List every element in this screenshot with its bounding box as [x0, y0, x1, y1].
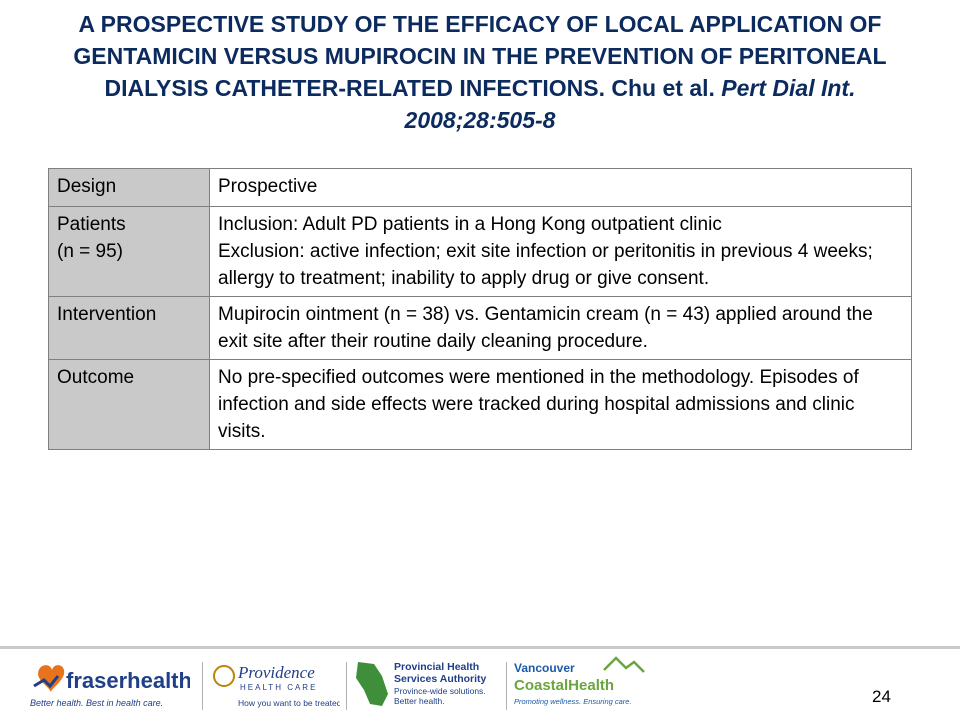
row-content-cell: [210, 360, 912, 450]
providence-name: Providence: [238, 663, 315, 682]
phsa-tagline-2: Better health.: [394, 696, 445, 706]
vch-name-2: CoastalHealth: [514, 677, 615, 694]
row-label-cell: [49, 207, 210, 297]
providence-tagline: How you want to be treated.: [238, 698, 340, 708]
vch-name-1: Vancouver: [514, 661, 575, 675]
fraser-health-logo: [30, 656, 190, 712]
bc-map-icon: [356, 662, 388, 706]
logo-divider: [346, 662, 347, 710]
fraser-tagline: Better health. Best in health care.: [30, 698, 164, 708]
row-label: Patients: [57, 214, 126, 235]
page-number: 24: [872, 687, 891, 706]
phsa-name-1: Provincial Health: [394, 661, 480, 673]
study-table-body: [49, 169, 912, 450]
heart-icon: [38, 665, 64, 692]
table-row: [49, 207, 912, 297]
row-content: Inclusion: Adult PD patients in a Hong Kong outpatient clinic: [218, 214, 722, 235]
row-content: No pre-specified outcomes were mentioned in the methodology. Episodes of infection and side effects were tracked during hospital admissions and clinic visits.: [218, 367, 859, 442]
slide-title: [40, 8, 920, 136]
row-label: Intervention: [57, 304, 157, 325]
fraser-health-logo-graphic: [30, 656, 190, 712]
table-row: [49, 169, 912, 207]
table-row: [49, 360, 912, 450]
row-content: Exclusion: active infection; exit site infection or peritonitis in previous 4 weeks; allergy to treatment; inability to apply drug or give consent.: [218, 241, 873, 289]
title-journal: Pert Dial Int. 2008;28:505-8: [404, 75, 856, 133]
title-main: A PROSPECTIVE STUDY OF THE EFFICACY OF LOCAL APPLICATION OF GENTAMICIN VERSUS MUPIROCIN IN THE PREVENTION OF PERITONEAL DIALYSIS CATHETER-RELATED INFECTIONS. Chu et al.: [73, 11, 887, 101]
row-content: Prospective: [218, 176, 318, 197]
row-label: Design: [57, 176, 117, 197]
footer-divider: [0, 646, 960, 649]
vch-logo: [512, 656, 650, 712]
row-content-cell: [210, 297, 912, 360]
phsa-tagline-1: Province-wide solutions.: [394, 686, 486, 696]
logo-divider: [506, 662, 507, 710]
row-label: (n = 95): [57, 241, 124, 262]
footer-logos: [30, 656, 650, 716]
row-content: Mupirocin ointment (n = 38) vs. Gentamicin cream (n = 43) applied around the exit site after their routine daily cleaning procedure.: [218, 304, 873, 352]
vch-tagline: Promoting wellness. Ensuring care.: [514, 697, 632, 706]
table-row: [49, 297, 912, 360]
row-label-cell: [49, 169, 210, 207]
row-label-cell: [49, 297, 210, 360]
providence-logo: [210, 656, 340, 712]
row-content-cell: [210, 169, 912, 207]
study-table: [48, 168, 912, 450]
logo-divider: [202, 662, 203, 710]
row-label: Outcome: [57, 367, 135, 388]
row-label-cell: [49, 360, 210, 450]
phsa-logo: [352, 656, 502, 712]
fraser-name: fraserhealth: [66, 668, 190, 693]
mountain-icon: [604, 658, 644, 672]
row-content-cell: [210, 207, 912, 297]
phsa-name-2: Services Authority: [394, 673, 487, 685]
providence-sub: HEALTH CARE: [240, 683, 318, 692]
providence-emblem-icon: [214, 666, 234, 686]
